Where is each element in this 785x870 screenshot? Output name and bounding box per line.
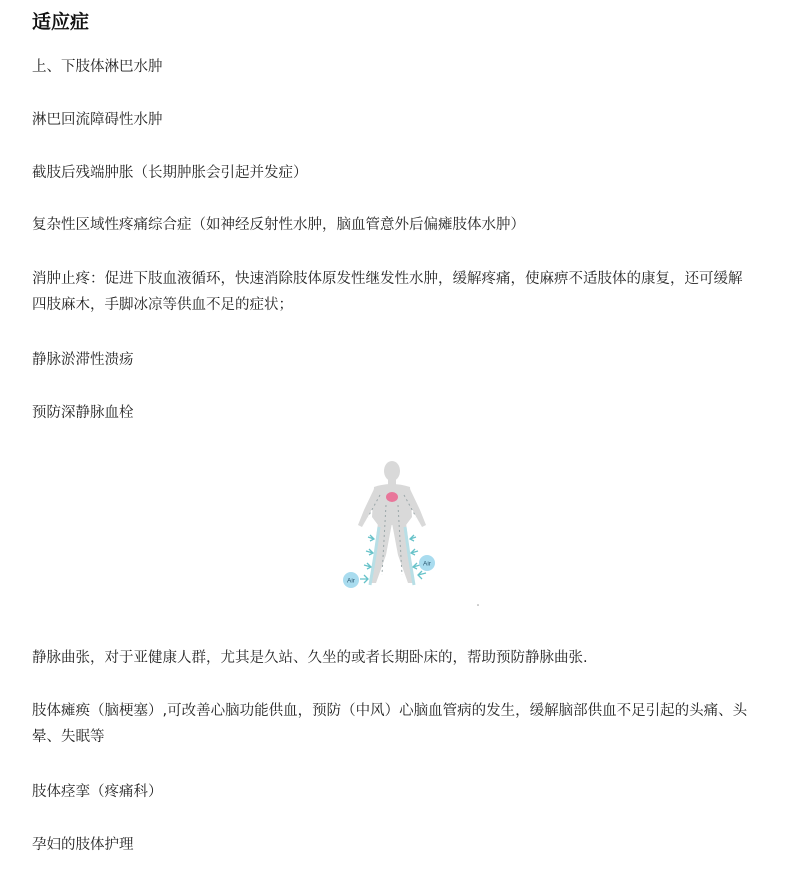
indication-item: 肢体瘫痪（脑梗塞）,可改善心脑功能供血，预防（中风）心脑血管病的发生，缓解脑部供血不足引起的头痛、头晕、失眠等 — [32, 703, 748, 745]
indication-item: 上、下肢体淋巴水肿 — [32, 59, 163, 75]
indication-item: 静脉淤滞性溃疡 — [32, 352, 134, 368]
indication-item: 淋巴回流障碍性水肿 — [32, 112, 163, 128]
indication-item: 截肢后残端肿胀（长期肿胀会引起并发症） — [32, 165, 308, 181]
air-badge-left — [343, 572, 359, 588]
heart-icon — [386, 492, 398, 502]
air-badge-right — [419, 555, 435, 571]
indication-item: 预防深静脉血栓 — [32, 405, 134, 421]
decorative-dot — [477, 604, 479, 606]
body-circulation-illustration — [330, 455, 490, 610]
air-pressure-arrows — [360, 535, 426, 583]
air-label-left: Air — [347, 577, 355, 585]
indication-item: 静脉曲张，对于亚健康人群，尤其是久站、久坐的或者长期卧床的，帮助预防静脉曲张. — [32, 650, 588, 666]
indication-item: 消肿止疼：促进下肢血液循环，快速消除肢体原发性继发性水肿，缓解疼痛，使麻痹不适肢体的康复，还可缓解四肢麻木，手脚冰凉等供血不足的症状； — [32, 271, 743, 313]
section-title: 适应症 — [32, 11, 90, 33]
indication-item: 肢体痉挛（疼痛科） — [32, 784, 163, 800]
body-illustration-svg — [330, 455, 490, 610]
indication-item: 孕妇的肢体护理 — [32, 837, 134, 853]
air-label-right: Air — [423, 560, 431, 568]
indication-item: 复杂性区域性疼痛综合症（如神经反射性水肿，脑血管意外后偏瘫肢体水肿） — [32, 217, 525, 233]
